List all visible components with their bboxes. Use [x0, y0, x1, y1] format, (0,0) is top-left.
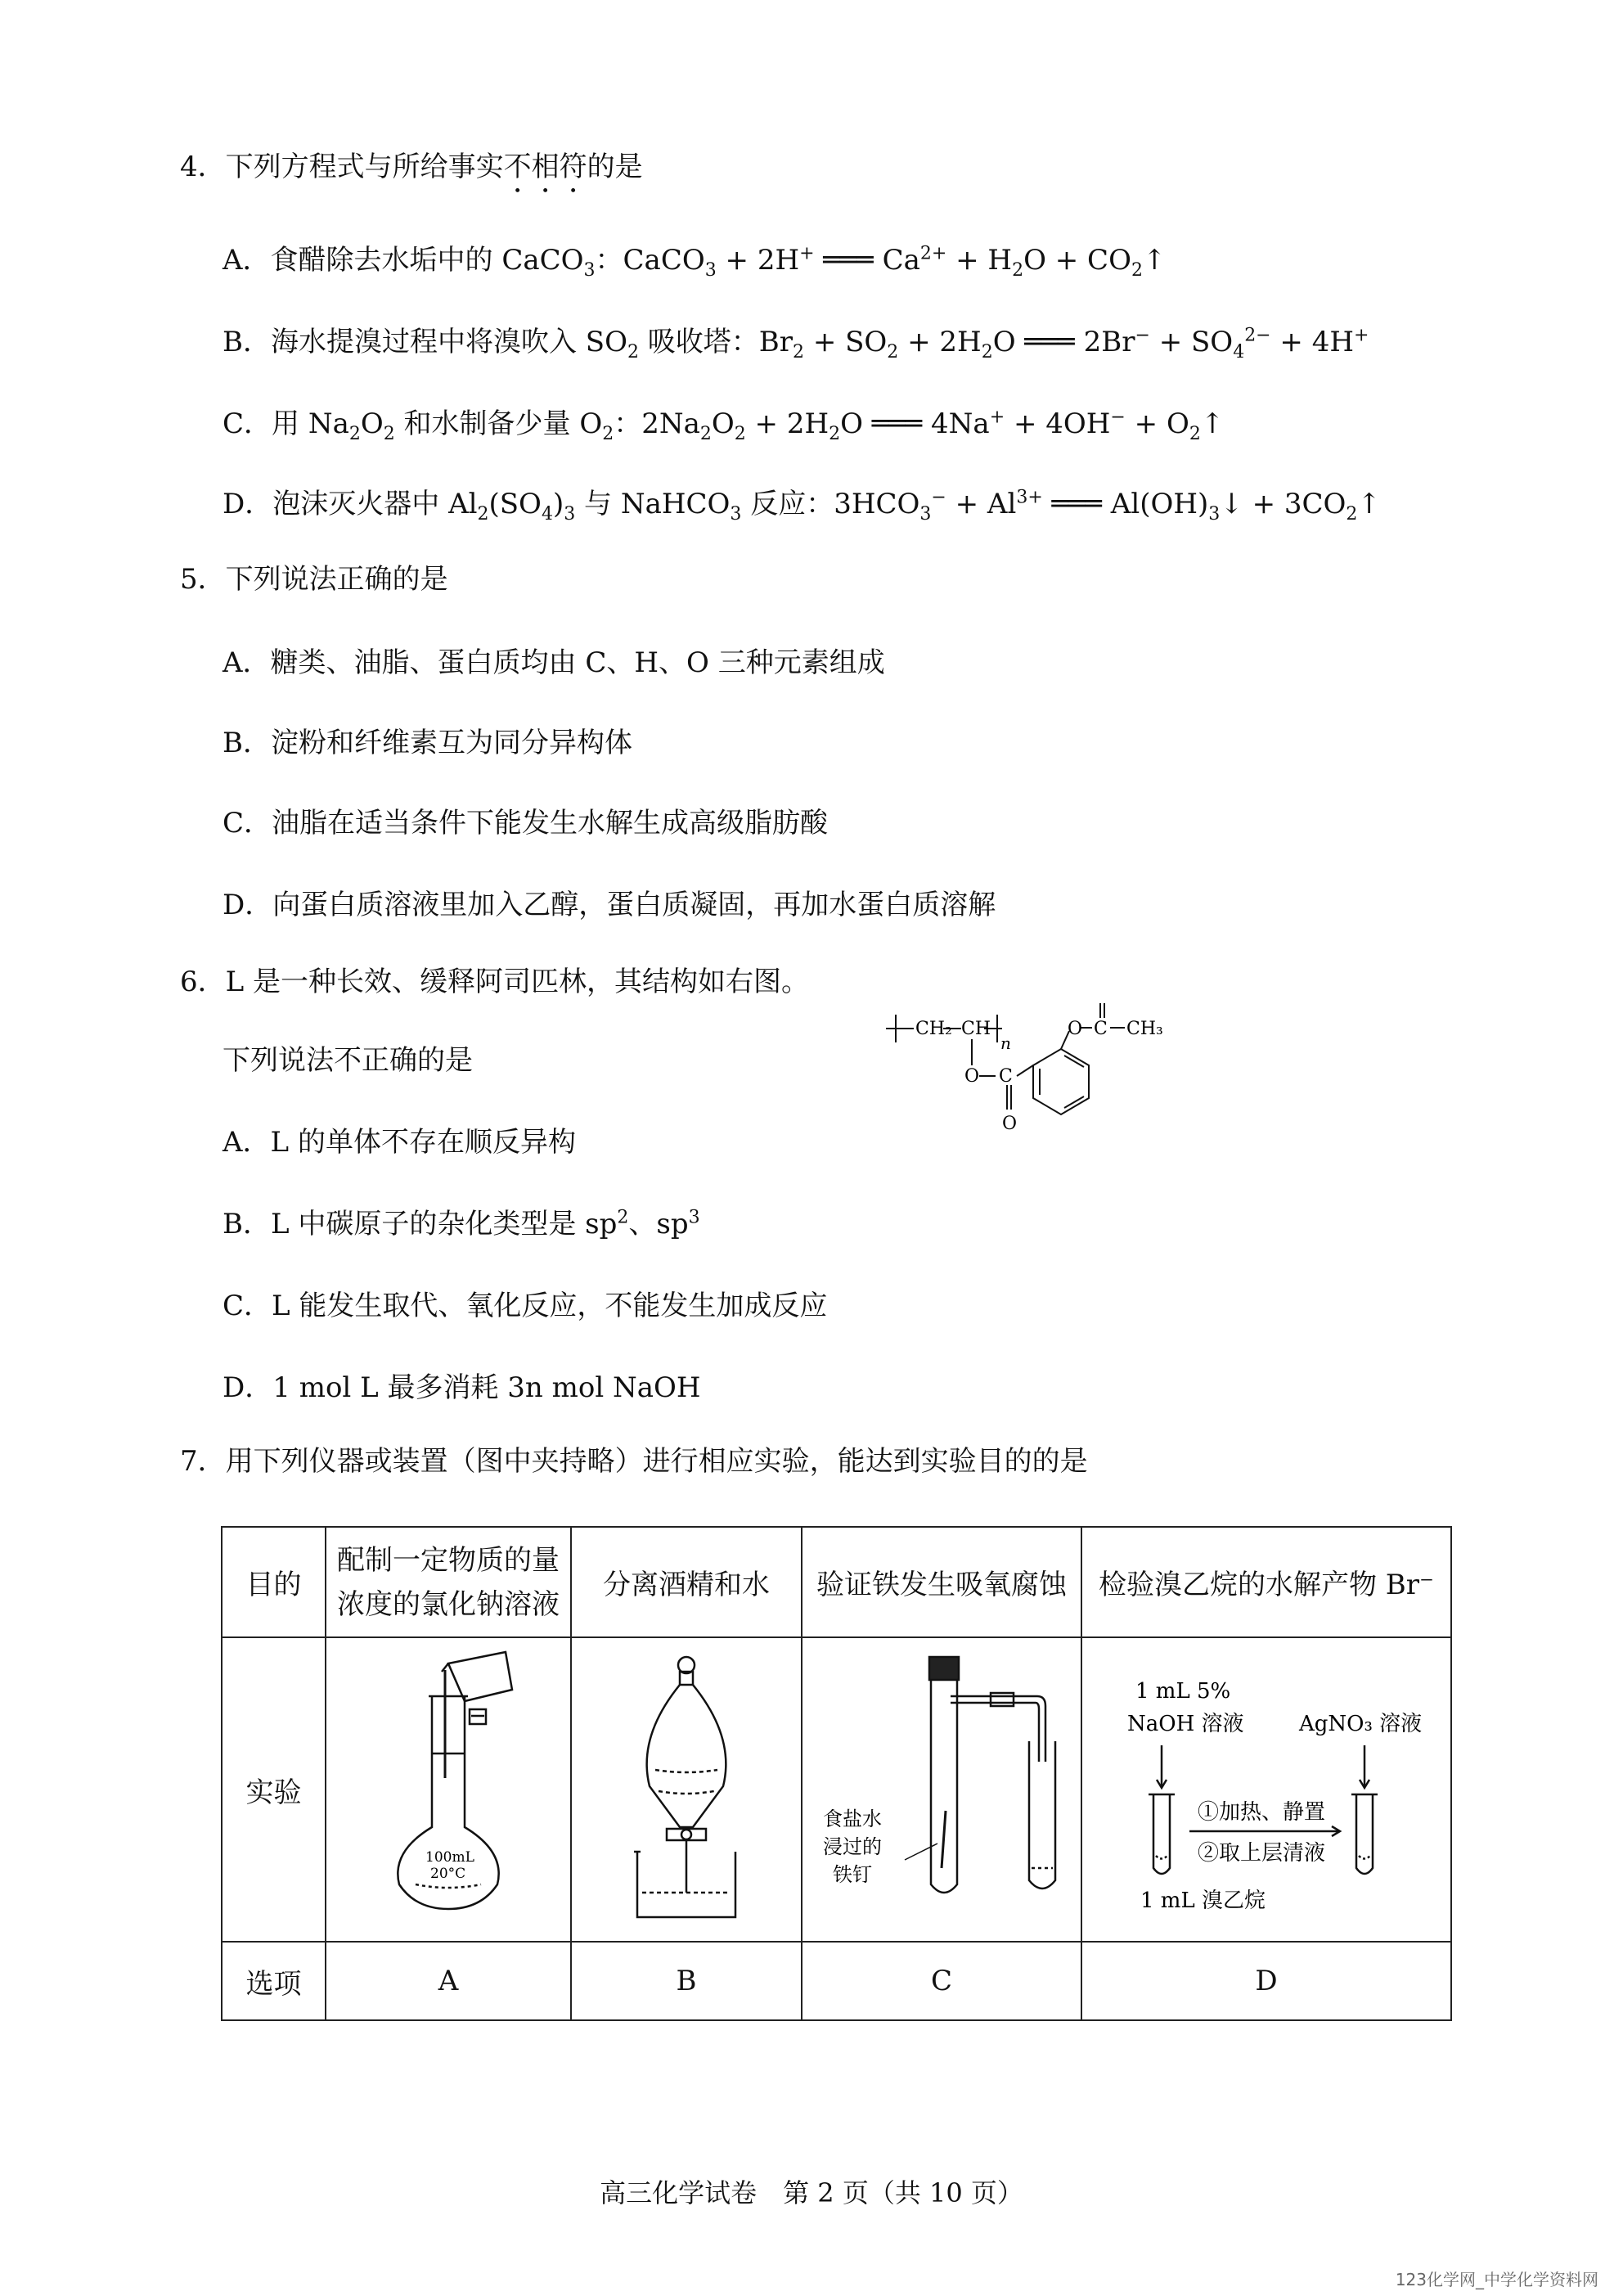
q6-option-b: B．L 中碳原子的杂化类型是 $sp^2$、$sp^3$ — [223, 1207, 700, 1240]
option-b[interactable]: B — [571, 1942, 802, 2020]
nail-label-1: 食盐水 — [823, 1807, 882, 1830]
option-a[interactable]: A — [326, 1942, 571, 2020]
bromoethane-test-diagram — [1086, 1647, 1446, 1925]
page-footer: 高三化学试卷 第 2 页（共 10 页） — [600, 2177, 1023, 2208]
iron-corrosion-diagram — [807, 1647, 1077, 1925]
nail-label-2: 浸过的 — [823, 1835, 882, 1858]
volumetric-flask-diagram — [366, 1647, 530, 1925]
q5-option-d: D．向蛋白质溶液里加入乙醇，蛋白质凝固，再加水蛋白质溶解 — [223, 889, 996, 921]
q6-stem: 6．L 是一种长效、缓释阿司匹林，其结构如右图。 — [180, 966, 810, 998]
q5-stem: 5．下列说法正确的是 — [180, 563, 448, 596]
experiment-d — [1081, 1637, 1451, 1942]
naoh-label-2: NaOH 溶液 — [1127, 1711, 1244, 1736]
separatory-funnel-diagram — [605, 1647, 768, 1925]
option-row — [222, 1942, 1451, 2020]
struct-carbonyl-o-label: O — [1002, 1114, 1018, 1134]
q4-option-b: B．海水提溴过程中将溴吹入 $SO_2$ 吸收塔：$Br_2 + SO_2 + 2H_2O$ ═══ $2Br^- + SO_4^{2-} + 4H^+$ — [223, 325, 1369, 362]
step2-label: ②取上层清液 — [1198, 1840, 1326, 1866]
experiment-a — [326, 1637, 571, 1942]
q7-stem: 7．用下列仪器或装置（图中夹持略）进行相应实验，能达到实验目的的是 — [180, 1445, 1088, 1478]
option-header: 选项 — [222, 1942, 326, 2020]
struct-c-label: C — [999, 1066, 1013, 1087]
naoh-label-1: 1 mL 5% — [1135, 1678, 1231, 1704]
purpose-row — [222, 1527, 1451, 1637]
q4-option-d: D．泡沫灭火器中 $Al_2(SO_4)_3$ 与 NaHCO$_3$ 反应：$3HCO_3^- + Al^{3+}$ ═══ $Al(OH)_3↓$ + $3CO_2↑$ — [223, 487, 1381, 524]
experiment-header: 实验 — [222, 1637, 326, 1942]
q6-option-d: D．1 mol L 最多消耗 3n mol NaOH — [223, 1371, 701, 1404]
agno3-label: AgNO₃ 溶液 — [1299, 1711, 1423, 1736]
q4-stem: 4．下列方程式与所给事实不相符的是 — [180, 151, 643, 183]
struct-ch2-label: CH₂ — [915, 1019, 952, 1039]
experiment-row — [222, 1637, 1451, 1942]
experiment-c — [802, 1637, 1081, 1942]
experiment-table — [221, 1526, 1452, 2021]
experiment-b — [571, 1637, 802, 1942]
q5-option-c: C．油脂在适当条件下能发生水解生成高级脂肪酸 — [223, 807, 829, 840]
struct-o-label: O — [964, 1066, 980, 1087]
q6-option-c: C．L 能发生取代、氧化反应，不能发生加成反应 — [223, 1290, 828, 1322]
purpose-header: 目的 — [222, 1527, 326, 1637]
step1-label: ①加热、静置 — [1198, 1799, 1326, 1825]
structure-l-diagram — [879, 998, 1190, 1162]
q5-option-b: B．淀粉和纤维素互为同分异构体 — [223, 727, 632, 759]
struct-ch3-label: CH₃ — [1126, 1019, 1163, 1039]
watermark: 123化学网_中学化学资料网 — [1395, 2270, 1598, 2289]
bromoethane-label: 1 mL 溴乙烷 — [1140, 1888, 1266, 1913]
struct-ester-o-label: O — [1068, 1019, 1083, 1039]
nail-label-3: 铁钉 — [833, 1862, 872, 1886]
purpose-c: 验证铁发生吸氧腐蚀 — [802, 1527, 1081, 1637]
purpose-a: 配制一定物质的量浓度的氯化钠溶液 — [326, 1527, 571, 1637]
q6-sub-stem: 下列说法不正确的是 — [223, 1044, 473, 1077]
flask-temp-label: 20°C — [430, 1865, 466, 1882]
q6-option-a: A．L 的单体不存在顺反异构 — [223, 1126, 576, 1159]
flask-volume-label: 100mL — [425, 1848, 474, 1866]
q5-option-a: A．糖类、油脂、蛋白质均由 C、H、O 三种元素组成 — [223, 646, 885, 679]
struct-ch-label: CH — [961, 1019, 991, 1039]
purpose-d: 检验溴乙烷的水解产物 Br⁻ — [1081, 1527, 1451, 1637]
struct-n-label: n — [1000, 1033, 1011, 1053]
q4-option-a: A．食醋除去水垢中的 CaCO$_3$：CaCO$_3$ + 2H+ ═══ $Ca^{2+} + H_2O$ + $CO_2↑$ — [223, 243, 1167, 281]
purpose-b: 分离酒精和水 — [571, 1527, 802, 1637]
struct-acyl-c-label: C — [1094, 1019, 1108, 1039]
q4-option-c: C．用 $Na_2O_2$ 和水制备少量 $O_2$：$2Na_2O_2 + 2H_2O$ ═══ $4Na^+ + 4OH^- + O_2↑$ — [223, 407, 1225, 444]
option-c[interactable]: C — [802, 1942, 1081, 2020]
option-d[interactable]: D — [1081, 1942, 1451, 2020]
